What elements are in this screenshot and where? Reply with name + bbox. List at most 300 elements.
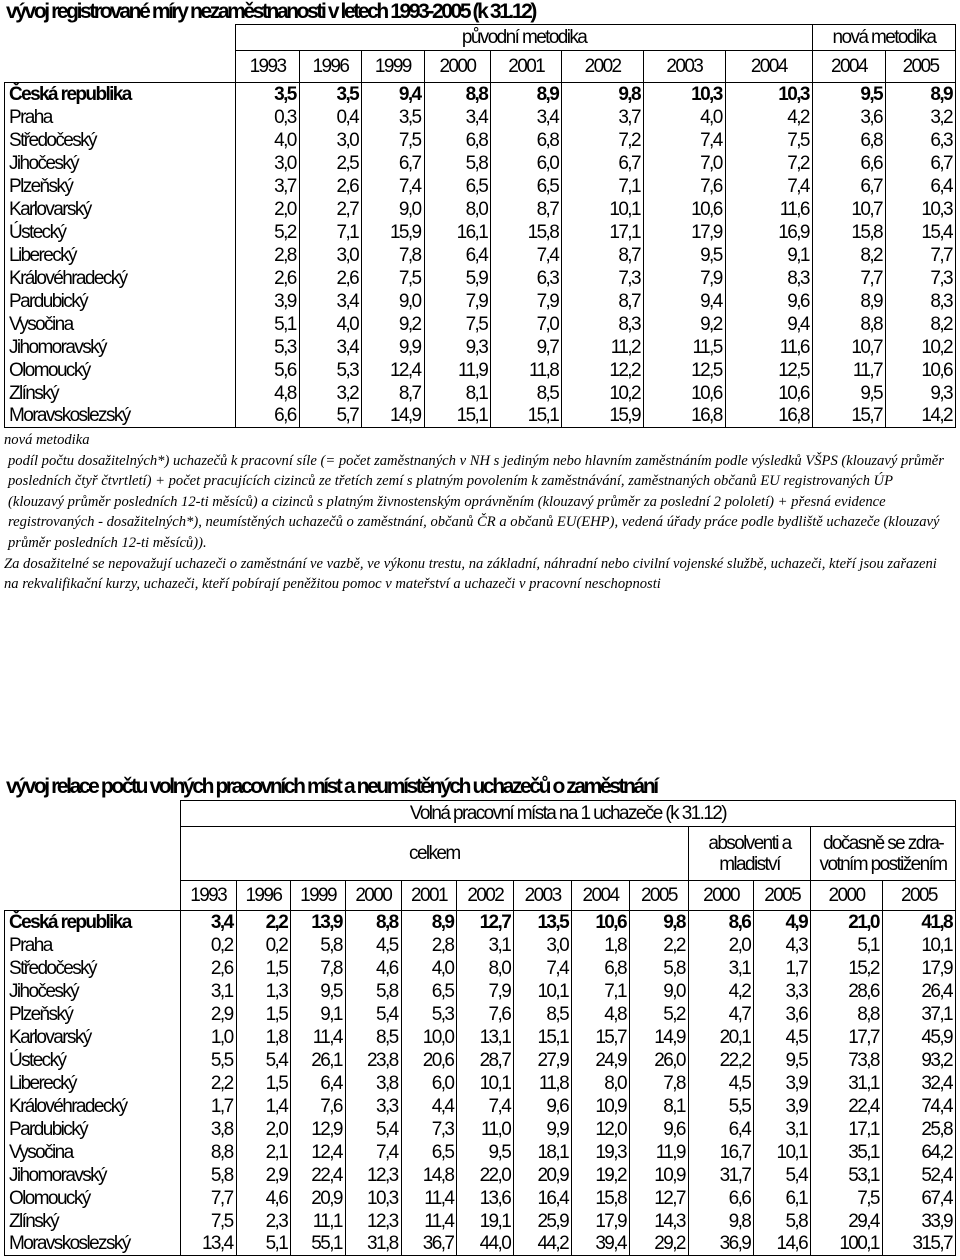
value-cell: 6,5 <box>401 980 457 1003</box>
value-cell: 0,4 <box>299 106 361 129</box>
value-cell: 6,6 <box>812 152 885 175</box>
region-name: Česká republika <box>5 83 236 106</box>
unemployment-table <box>4 24 956 428</box>
value-cell: 3,0 <box>236 152 299 175</box>
value-cell: 7,3 <box>562 267 644 290</box>
value-cell: 14,9 <box>362 405 424 428</box>
value-cell: 9,3 <box>886 382 956 405</box>
region-name: Praha <box>5 106 236 129</box>
region-name: Královéhradecký <box>5 267 236 290</box>
value-cell: 8,3 <box>562 313 644 336</box>
value-cell: 1,7 <box>754 957 811 980</box>
value-cell: 64,2 <box>882 1141 955 1164</box>
value-cell: 5,3 <box>299 359 361 382</box>
value-cell: 6,5 <box>424 175 491 198</box>
value-cell: 5,3 <box>236 336 299 359</box>
value-cell: 14,9 <box>629 1026 688 1049</box>
value-cell: 2,6 <box>299 175 361 198</box>
value-cell: 3,5 <box>362 106 424 129</box>
region-name: Středočeský <box>5 129 236 152</box>
value-cell: 3,0 <box>514 934 572 957</box>
value-cell: 14,6 <box>754 1233 811 1256</box>
value-cell: 11,9 <box>629 1141 688 1164</box>
value-cell: 31,7 <box>688 1164 753 1187</box>
value-cell: 36,7 <box>401 1233 457 1256</box>
value-cell: 5,5 <box>688 1095 753 1118</box>
value-cell: 8,8 <box>812 313 885 336</box>
value-cell: 6,6 <box>236 405 299 428</box>
value-cell: 15,8 <box>491 221 562 244</box>
value-cell: 13,1 <box>457 1026 514 1049</box>
value-cell: 6,0 <box>401 1072 457 1095</box>
value-cell: 6,7 <box>812 175 885 198</box>
value-cell: 2,0 <box>236 1118 291 1141</box>
region-name: Jihočeský <box>5 980 181 1003</box>
value-cell: 15,9 <box>362 221 424 244</box>
value-cell: 10,0 <box>401 1026 457 1049</box>
value-cell: 74,4 <box>882 1095 955 1118</box>
value-cell: 8,6 <box>688 911 753 934</box>
value-cell: 5,2 <box>236 221 299 244</box>
year-header: 2004 <box>725 51 812 83</box>
table-row <box>5 980 956 1003</box>
table-row <box>5 244 956 267</box>
value-cell: 9,3 <box>424 336 491 359</box>
value-cell: 4,0 <box>299 313 361 336</box>
value-cell: 20,9 <box>291 1187 346 1210</box>
value-cell: 15,9 <box>562 405 644 428</box>
value-cell: 5,5 <box>180 1049 236 1072</box>
value-cell: 20,6 <box>401 1049 457 1072</box>
value-cell: 7,0 <box>643 152 725 175</box>
region-name: Plzeňský <box>5 1003 181 1026</box>
region-name: Pardubický <box>5 290 236 313</box>
value-cell: 19,1 <box>457 1210 514 1233</box>
value-cell: 7,5 <box>424 313 491 336</box>
value-cell: 11,2 <box>562 336 644 359</box>
value-cell: 5,7 <box>299 405 361 428</box>
header-empty <box>5 801 181 827</box>
notes-paragraph-exclusions: Za dosažitelné se nepovažují uchazeči o zaměstnání ve vazbě, ve výkonu trestu, na základní, náhradní nebo civilní vojenské službě, uchazeči, kteří jsou zařazeni na rekvalifikační kurzy, uchazeči, kteří pobírají peněžitou pomoc v mateřství a uchazeči v pracovní neschopnosti <box>4 555 937 593</box>
value-cell: 3,9 <box>754 1095 811 1118</box>
value-cell: 8,2 <box>886 313 956 336</box>
value-cell: 55,1 <box>291 1233 346 1256</box>
value-cell: 7,2 <box>725 152 812 175</box>
year-header: 2002 <box>457 881 514 911</box>
value-cell: 12,7 <box>457 911 514 934</box>
value-cell: 3,1 <box>688 957 753 980</box>
value-cell: 7,6 <box>457 1003 514 1026</box>
value-cell: 7,7 <box>180 1187 236 1210</box>
value-cell: 10,6 <box>725 382 812 405</box>
value-cell: 21,0 <box>811 911 883 934</box>
value-cell: 100,1 <box>811 1233 883 1256</box>
region-name: Karlovarský <box>5 1026 181 1049</box>
value-cell: 8,8 <box>180 1141 236 1164</box>
value-cell: 7,8 <box>362 244 424 267</box>
value-cell: 17,9 <box>882 957 955 980</box>
value-cell: 25,8 <box>882 1118 955 1141</box>
year-header: 1999 <box>362 51 424 83</box>
value-cell: 4,8 <box>236 382 299 405</box>
value-cell: 13,4 <box>180 1233 236 1256</box>
value-cell: 36,9 <box>688 1233 753 1256</box>
value-cell: 9,5 <box>812 83 885 106</box>
value-cell: 6,3 <box>491 267 562 290</box>
table-row <box>5 1187 956 1210</box>
value-cell: 17,7 <box>811 1026 883 1049</box>
year-header: 1999 <box>291 881 346 911</box>
value-cell: 2,3 <box>236 1210 291 1233</box>
region-name: Liberecký <box>5 1072 181 1095</box>
value-cell: 0,2 <box>180 934 236 957</box>
value-cell: 5,4 <box>345 1118 401 1141</box>
value-cell: 4,5 <box>754 1026 811 1049</box>
value-cell: 9,0 <box>362 290 424 313</box>
value-cell: 4,2 <box>725 106 812 129</box>
value-cell: 3,9 <box>754 1072 811 1095</box>
value-cell: 8,8 <box>424 83 491 106</box>
value-cell: 8,7 <box>491 198 562 221</box>
value-cell: 11,8 <box>491 359 562 382</box>
value-cell: 315,7 <box>882 1233 955 1256</box>
table-row <box>5 1003 956 1026</box>
value-cell: 6,0 <box>491 152 562 175</box>
value-cell: 7,4 <box>457 1095 514 1118</box>
value-cell: 9,0 <box>629 980 688 1003</box>
year-header: 2005 <box>629 881 688 911</box>
value-cell: 1,3 <box>236 980 291 1003</box>
value-cell: 16,7 <box>688 1141 753 1164</box>
table-row <box>5 83 956 106</box>
value-cell: 2,8 <box>236 244 299 267</box>
notes-paragraph-definition: podíl počtu dosažitelných*) uchazečů k pracovní síle (= počet zaměstnaných v NH s jediným nebo hlavním zaměstnáním podle výsledků VŠPS (klouzavý průměr posledních čtyř čtvrtletí) + počet pracujících cizinců ze třetích zemí s platným povolením k zaměstnávání, zaměstnaných občanů EU registrovaných ÚP (klouzavý průměr posledních 12-ti měsíců) a cizinců s platným živnostenským oprávněním (klouzavý průměr za poslední 2 pololetí) + přesná evidence registrovaných - dosažitelných*), neumístěných uchazečů o zaměstnání, občanů ČR a občanů EU(EHP), vedená úřady práce podle bydliště uchazeče (klouzavý průměr posledních 12-ti měsíců)). <box>8 452 944 551</box>
value-cell: 2,5 <box>299 152 361 175</box>
value-cell: 7,4 <box>643 129 725 152</box>
value-cell: 8,9 <box>886 83 956 106</box>
value-cell: 7,8 <box>629 1072 688 1095</box>
table-row <box>5 359 956 382</box>
value-cell: 7,9 <box>491 290 562 313</box>
header-empty <box>5 51 236 83</box>
value-cell: 45,9 <box>882 1026 955 1049</box>
region-name: Jihočeský <box>5 152 236 175</box>
value-cell: 28,7 <box>457 1049 514 1072</box>
table-row <box>5 382 956 405</box>
value-cell: 7,1 <box>562 175 644 198</box>
table-row <box>5 267 956 290</box>
value-cell: 22,2 <box>688 1049 753 1072</box>
year-header: 2001 <box>401 881 457 911</box>
value-cell: 37,1 <box>882 1003 955 1026</box>
value-cell: 93,2 <box>882 1049 955 1072</box>
year-header: 2005 <box>754 881 811 911</box>
value-cell: 1,4 <box>236 1095 291 1118</box>
value-cell: 9,4 <box>362 83 424 106</box>
value-cell: 4,3 <box>754 934 811 957</box>
region-name: Vysočina <box>5 1141 181 1164</box>
value-cell: 2,8 <box>401 934 457 957</box>
value-cell: 10,6 <box>643 198 725 221</box>
value-cell: 8,0 <box>572 1072 630 1095</box>
table-row <box>5 934 956 957</box>
value-cell: 3,0 <box>299 244 361 267</box>
value-cell: 4,2 <box>688 980 753 1003</box>
value-cell: 17,1 <box>811 1118 883 1141</box>
value-cell: 6,7 <box>362 152 424 175</box>
value-cell: 7,9 <box>424 290 491 313</box>
value-cell: 5,1 <box>236 313 299 336</box>
value-cell: 7,6 <box>643 175 725 198</box>
value-cell: 3,2 <box>299 382 361 405</box>
value-cell: 5,8 <box>629 957 688 980</box>
value-cell: 9,5 <box>754 1049 811 1072</box>
value-cell: 7,1 <box>299 221 361 244</box>
region-name: Olomoucký <box>5 359 236 382</box>
value-cell: 6,6 <box>688 1187 753 1210</box>
value-cell: 10,7 <box>812 336 885 359</box>
region-name: Moravskoslezský <box>5 405 236 428</box>
value-cell: 8,1 <box>629 1095 688 1118</box>
value-cell: 12,4 <box>291 1141 346 1164</box>
value-cell: 10,6 <box>572 911 630 934</box>
value-cell: 73,8 <box>811 1049 883 1072</box>
value-cell: 1,8 <box>236 1026 291 1049</box>
value-cell: 2,2 <box>180 1072 236 1095</box>
value-cell: 39,4 <box>572 1233 630 1256</box>
value-cell: 26,0 <box>629 1049 688 1072</box>
year-header: 2000 <box>345 881 401 911</box>
value-cell: 7,5 <box>362 267 424 290</box>
value-cell: 7,3 <box>886 267 956 290</box>
value-cell: 1,0 <box>180 1026 236 1049</box>
value-cell: 31,1 <box>811 1072 883 1095</box>
value-cell: 9,9 <box>514 1118 572 1141</box>
value-cell: 10,9 <box>629 1164 688 1187</box>
value-cell: 7,6 <box>291 1095 346 1118</box>
value-cell: 5,8 <box>291 934 346 957</box>
value-cell: 4,6 <box>236 1187 291 1210</box>
year-header: 2003 <box>514 881 572 911</box>
value-cell: 10,9 <box>572 1095 630 1118</box>
value-cell: 67,4 <box>882 1187 955 1210</box>
value-cell: 7,5 <box>725 129 812 152</box>
value-cell: 4,4 <box>401 1095 457 1118</box>
value-cell: 10,6 <box>643 382 725 405</box>
value-cell: 29,4 <box>811 1210 883 1233</box>
value-cell: 4,9 <box>754 911 811 934</box>
value-cell: 15,1 <box>491 405 562 428</box>
value-cell: 23,8 <box>345 1049 401 1072</box>
value-cell: 10,7 <box>812 198 885 221</box>
year-header: 2005 <box>882 881 955 911</box>
value-cell: 16,1 <box>424 221 491 244</box>
value-cell: 3,1 <box>457 934 514 957</box>
value-cell: 13,5 <box>514 911 572 934</box>
region-name: Středočeský <box>5 957 181 980</box>
value-cell: 29,2 <box>629 1233 688 1256</box>
region-name: Pardubický <box>5 1118 181 1141</box>
value-cell: 3,0 <box>299 129 361 152</box>
value-cell: 7,7 <box>886 244 956 267</box>
value-cell: 3,6 <box>754 1003 811 1026</box>
value-cell: 11,7 <box>812 359 885 382</box>
year-header: 2002 <box>562 51 644 83</box>
value-cell: 6,4 <box>688 1118 753 1141</box>
value-cell: 7,4 <box>725 175 812 198</box>
value-cell: 12,7 <box>629 1187 688 1210</box>
table-row <box>5 221 956 244</box>
table-row <box>5 1141 956 1164</box>
value-cell: 25,9 <box>514 1210 572 1233</box>
year-header: 1996 <box>236 881 291 911</box>
value-cell: 20,9 <box>514 1164 572 1187</box>
table-row <box>5 1072 956 1095</box>
value-cell: 7,8 <box>291 957 346 980</box>
value-cell: 10,2 <box>562 382 644 405</box>
value-cell: 8,3 <box>725 267 812 290</box>
value-cell: 15,1 <box>514 1026 572 1049</box>
value-cell: 5,2 <box>629 1003 688 1026</box>
value-cell: 14,8 <box>401 1164 457 1187</box>
year-header: 1996 <box>299 51 361 83</box>
value-cell: 3,4 <box>424 106 491 129</box>
value-cell: 33,9 <box>882 1210 955 1233</box>
value-cell: 11,1 <box>291 1210 346 1233</box>
value-cell: 2,2 <box>629 934 688 957</box>
region-name: Jihomoravský <box>5 336 236 359</box>
value-cell: 10,2 <box>886 336 956 359</box>
value-cell: 6,8 <box>812 129 885 152</box>
value-cell: 5,8 <box>345 980 401 1003</box>
table-row <box>5 313 956 336</box>
year-header: 2001 <box>491 51 562 83</box>
value-cell: 3,7 <box>236 175 299 198</box>
value-cell: 8,7 <box>562 244 644 267</box>
value-cell: 8,1 <box>424 382 491 405</box>
year-header: 2000 <box>811 881 883 911</box>
value-cell: 5,1 <box>811 934 883 957</box>
value-cell: 15,1 <box>424 405 491 428</box>
value-cell: 5,6 <box>236 359 299 382</box>
value-cell: 11,9 <box>424 359 491 382</box>
value-cell: 27,9 <box>514 1049 572 1072</box>
sub-header-disabled: dočasně se zdra-votním postižením <box>811 827 956 881</box>
region-name: Liberecký <box>5 244 236 267</box>
value-cell: 17,9 <box>572 1210 630 1233</box>
value-cell: 8,9 <box>401 911 457 934</box>
value-cell: 9,5 <box>457 1141 514 1164</box>
region-name: Česká republika <box>5 911 181 934</box>
value-cell: 8,9 <box>491 83 562 106</box>
value-cell: 11,5 <box>643 336 725 359</box>
value-cell: 15,8 <box>572 1187 630 1210</box>
value-cell: 7,2 <box>562 129 644 152</box>
value-cell: 12,2 <box>562 359 644 382</box>
table-row <box>5 129 956 152</box>
region-name: Plzeňský <box>5 175 236 198</box>
value-cell: 10,1 <box>882 934 955 957</box>
year-header: 2000 <box>424 51 491 83</box>
value-cell: 5,8 <box>754 1210 811 1233</box>
value-cell: 2,6 <box>236 267 299 290</box>
value-cell: 15,8 <box>812 221 885 244</box>
region-name: Olomoucký <box>5 1187 181 1210</box>
value-cell: 10,1 <box>514 980 572 1003</box>
value-cell: 9,1 <box>725 244 812 267</box>
value-cell: 7,5 <box>362 129 424 152</box>
value-cell: 26,1 <box>291 1049 346 1072</box>
value-cell: 12,3 <box>345 1164 401 1187</box>
value-cell: 7,4 <box>345 1141 401 1164</box>
value-cell: 9,9 <box>362 336 424 359</box>
year-header: 2000 <box>688 881 753 911</box>
value-cell: 4,7 <box>688 1003 753 1026</box>
value-cell: 3,5 <box>236 83 299 106</box>
value-cell: 4,6 <box>345 957 401 980</box>
value-cell: 9,4 <box>643 290 725 313</box>
value-cell: 24,9 <box>572 1049 630 1072</box>
table-row <box>5 106 956 129</box>
table-row <box>5 1026 956 1049</box>
methodology-notes <box>4 430 949 595</box>
value-cell: 8,5 <box>514 1003 572 1026</box>
value-cell: 6,4 <box>291 1072 346 1095</box>
value-cell: 6,7 <box>562 152 644 175</box>
value-cell: 22,0 <box>457 1164 514 1187</box>
table-row <box>5 1095 956 1118</box>
header-empty <box>5 25 236 51</box>
year-header: 2004 <box>812 51 885 83</box>
table-row <box>5 1164 956 1187</box>
value-cell: 2,2 <box>236 911 291 934</box>
value-cell: 10,3 <box>725 83 812 106</box>
value-cell: 6,8 <box>491 129 562 152</box>
value-cell: 5,9 <box>424 267 491 290</box>
value-cell: 2,0 <box>236 198 299 221</box>
region-name: Karlovarský <box>5 198 236 221</box>
value-cell: 4,5 <box>345 934 401 957</box>
value-cell: 5,1 <box>236 1233 291 1256</box>
value-cell: 6,1 <box>754 1187 811 1210</box>
value-cell: 41,8 <box>882 911 955 934</box>
value-cell: 1,5 <box>236 957 291 980</box>
value-cell: 5,4 <box>754 1164 811 1187</box>
value-cell: 6,5 <box>401 1141 457 1164</box>
value-cell: 7,9 <box>457 980 514 1003</box>
value-cell: 32,4 <box>882 1072 955 1095</box>
value-cell: 3,9 <box>236 290 299 313</box>
value-cell: 12,5 <box>643 359 725 382</box>
value-cell: 5,4 <box>236 1049 291 1072</box>
value-cell: 10,1 <box>754 1141 811 1164</box>
value-cell: 9,7 <box>491 336 562 359</box>
value-cell: 14,2 <box>886 405 956 428</box>
value-cell: 20,1 <box>688 1026 753 1049</box>
value-cell: 16,8 <box>725 405 812 428</box>
value-cell: 7,4 <box>514 957 572 980</box>
table-row <box>5 405 956 428</box>
group-header-vacancies: Volná pracovní místa na 1 uchazeče (k 31.12) <box>180 801 955 827</box>
table-row <box>5 1210 956 1233</box>
value-cell: 7,1 <box>572 980 630 1003</box>
value-cell: 1,5 <box>236 1072 291 1095</box>
value-cell: 8,2 <box>812 244 885 267</box>
value-cell: 11,0 <box>457 1118 514 1141</box>
value-cell: 3,5 <box>299 83 361 106</box>
value-cell: 11,6 <box>725 336 812 359</box>
region-name: Ústecký <box>5 221 236 244</box>
